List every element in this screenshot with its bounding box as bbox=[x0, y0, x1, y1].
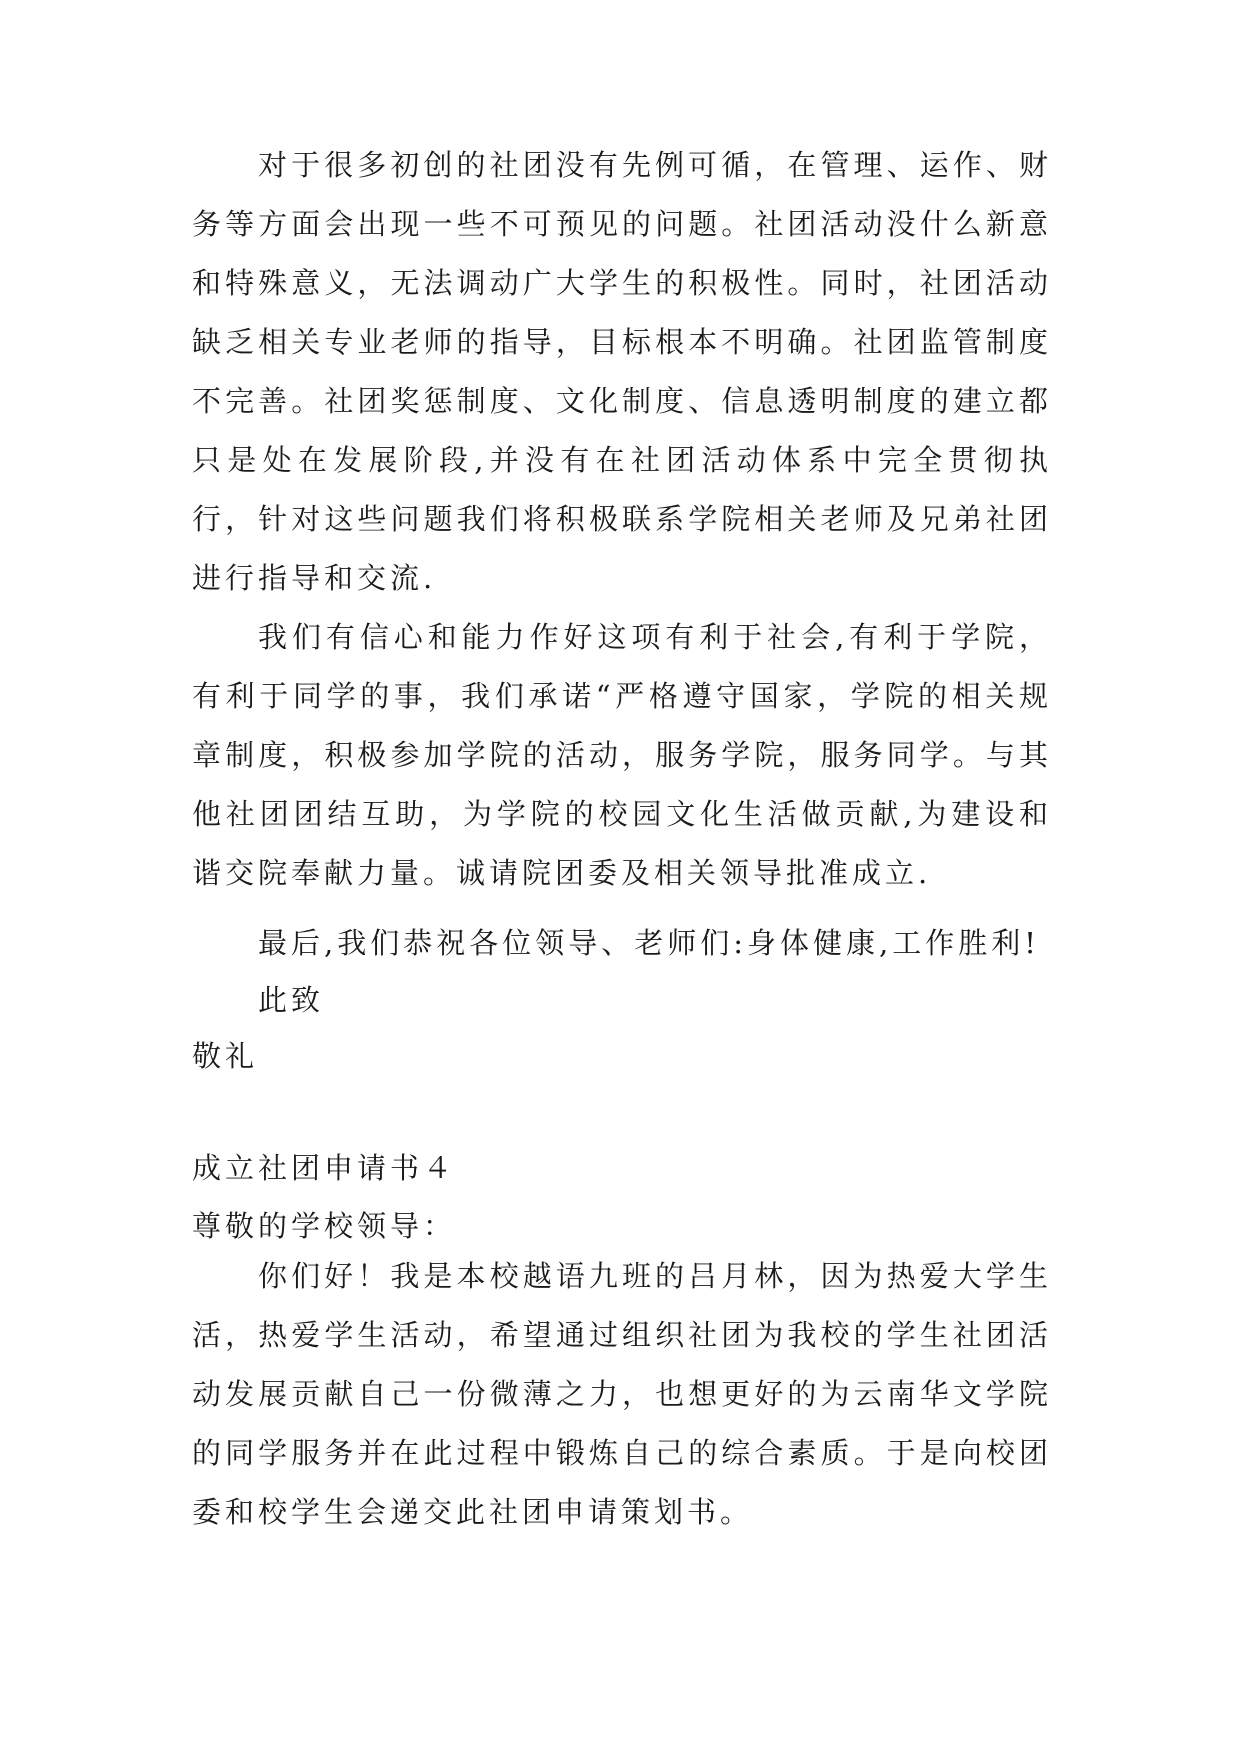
closing-cizhi: 此致 bbox=[258, 983, 325, 1017]
paragraph-commitment: 我们有信心和能力作好这项有利于社会,有利于学院，有利于同学的事，我们承诺“严格遵守国家，学院的相关规章制度，积极参加学院的活动，服务学院，服务同学。与其他社团团结互助，为学院的校园文化生活做贡献,为建设和谐交院奉献力量。诚请院团委及相关领导批准成立. bbox=[192, 620, 1052, 890]
closing-wishes: 最后,我们恭祝各位领导、老师们:身体健康,工作胜利! bbox=[258, 926, 1040, 960]
paragraph-problems: 对于很多初创的社团没有先例可循，在管理、运作、财务等方面会出现一些不可预见的问题。社团活动没什么新意和特殊意义，无法调动广大学生的积极性。同时，社团活动缺乏相关专业老师的指导，目标根本不明确。社团监管制度不完善。社团奖惩制度、文化制度、信息透明制度的建立都只是处在发展阶段,并没有在社团活动体系中完全贯彻执行，针对这些问题我们将积极联系学院相关老师及兄弟社团进行指导和交流. bbox=[192, 148, 1052, 595]
salutation: 尊敬的学校领导： bbox=[192, 1209, 457, 1243]
body-section-1 bbox=[192, 136, 1052, 903]
section-title: 成立社团申请书４ bbox=[192, 1151, 457, 1185]
body-section-2 bbox=[192, 1247, 1052, 1542]
closing-jingli: 敬礼 bbox=[192, 1039, 259, 1073]
paragraph-introduction: 你们好！我是本校越语九班的吕月林，因为热爱大学生活，热爱学生活动，希望通过组织社团为我校的学生社团活动发展贡献自己一份微薄之力，也想更好的为云南华文学院的同学服务并在此过程中锻炼自己的综合素质。于是向校团委和校学生会递交此社团申请策划书。 bbox=[192, 1259, 1052, 1529]
